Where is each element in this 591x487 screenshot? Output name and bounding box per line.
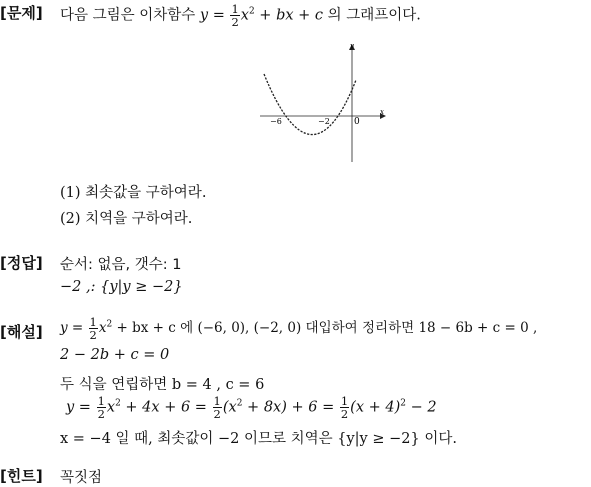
problem-formula-x: x bbox=[240, 7, 249, 24]
completing-square-step-4: − 2 bbox=[406, 399, 437, 416]
completing-square-fraction-2: $\frac{1}{2}$ bbox=[213, 394, 221, 421]
solution-line-2: 2 − 2b + c = 0 bbox=[60, 347, 170, 363]
answer-tag: [정답] bbox=[0, 254, 43, 272]
fraction-denominator: 2 bbox=[89, 328, 97, 342]
fraction-denominator: 2 bbox=[231, 15, 239, 29]
problem-formula-fraction bbox=[230, 3, 239, 28]
completing-square-x: x bbox=[106, 399, 116, 416]
problem-tag: [문제] bbox=[0, 4, 43, 22]
solution-substitution: + bx + c 에 (−6, 0), (−2, 0) 대입하여 정리하면 18 − 6b + c = 0 , bbox=[112, 320, 538, 336]
completing-square-exp-2: 2 bbox=[236, 398, 243, 409]
hint-tag: [힌트] bbox=[0, 467, 43, 485]
solution-exponent: 2 bbox=[106, 319, 113, 330]
hint-text: 꼭짓점 bbox=[60, 470, 103, 486]
solution-line-4 bbox=[66, 395, 437, 420]
question-1: (1) 최솟값을 구하여라. bbox=[60, 185, 207, 201]
fraction-numerator: 1 bbox=[231, 2, 239, 16]
y-axis-label: y bbox=[350, 42, 354, 50]
tick-label-neg2: −2 bbox=[318, 117, 330, 126]
completing-square-fraction-3: $\frac{1}{2}$ bbox=[340, 394, 349, 421]
answer-line-2: −2 ,: {y|y ≥ −2} bbox=[60, 279, 183, 295]
solution-x: x bbox=[98, 320, 107, 336]
completing-square-lhs: y = bbox=[66, 399, 91, 416]
answer-line-1: 순서: 없음, 갯수: 1 bbox=[60, 257, 182, 273]
question-2: (2) 치역을 구하여라. bbox=[60, 211, 193, 227]
completing-square-step-2b: + 8x) + 6 = bbox=[242, 399, 335, 416]
solution-fraction bbox=[89, 316, 98, 341]
problem-intro-post: 의 그래프이다. bbox=[327, 7, 421, 24]
problem-formula-exponent: 2 bbox=[248, 6, 255, 17]
solution-line-1 bbox=[60, 316, 537, 341]
completing-square-step-1: + 4x + 6 = bbox=[120, 399, 207, 416]
parabola-graph bbox=[258, 40, 388, 165]
x-axis-label: x bbox=[380, 108, 384, 116]
solution-tag: [해설] bbox=[0, 323, 43, 341]
solution-line-3: 두 식을 연립하면 b = 4 , c = 6 bbox=[60, 377, 265, 393]
problem-intro-pre: 다음 그림은 이차함수 bbox=[60, 7, 196, 24]
completing-square-exp-3: 2 bbox=[400, 398, 406, 409]
fraction-numerator: 1 bbox=[89, 315, 97, 329]
solution-lhs: y = bbox=[60, 320, 84, 336]
tick-label-neg6: −6 bbox=[270, 117, 282, 126]
completing-square-step-3: (x + 4) bbox=[350, 399, 401, 416]
problem-formula-lhs: y = bbox=[199, 7, 225, 24]
problem-intro bbox=[60, 3, 421, 28]
solution-line-5: x = −4 일 때, 최솟값이 −2 이므로 치역은 {y|y ≥ −2} 이다. bbox=[60, 431, 457, 447]
completing-square-exp-1: 2 bbox=[115, 398, 121, 409]
completing-square-fraction-1: $\frac{1}{2}$ bbox=[97, 394, 105, 421]
origin-label: 0 bbox=[354, 117, 360, 127]
completing-square-step-2a: (x bbox=[222, 399, 237, 416]
problem-formula-rest: + bx + c bbox=[254, 7, 324, 24]
